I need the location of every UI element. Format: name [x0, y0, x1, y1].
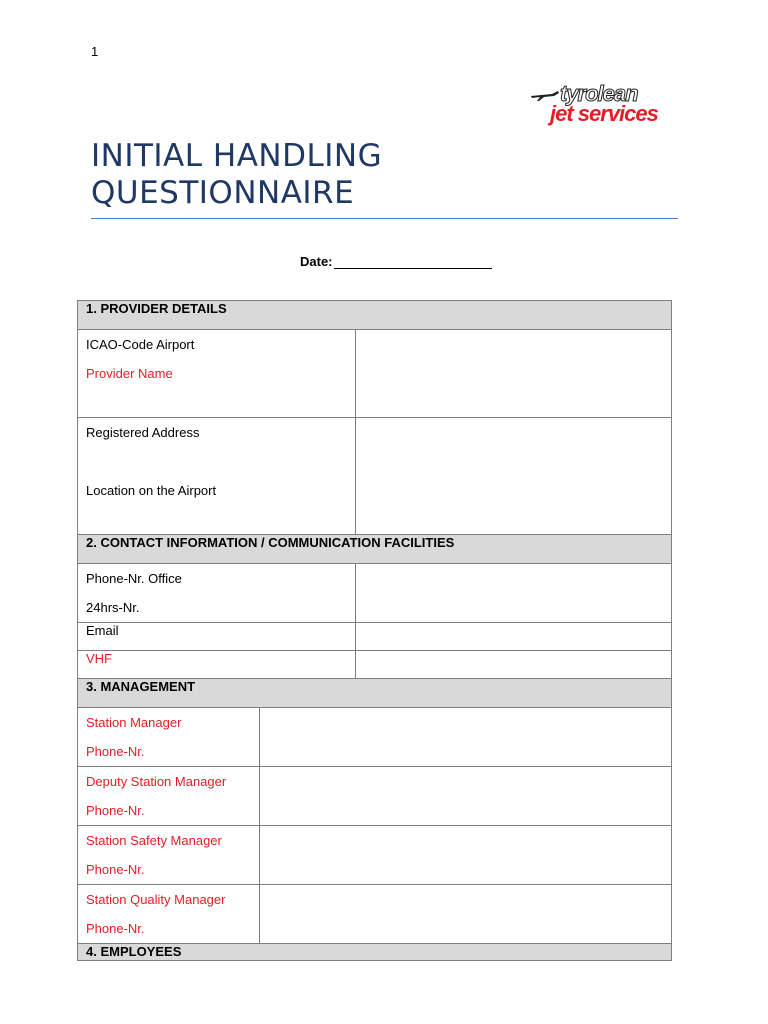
station-manager-value-cell[interactable]	[260, 708, 672, 767]
label-cell	[78, 564, 356, 623]
deputy-station-manager-label: Deputy Station Manager	[86, 774, 227, 789]
table-row	[78, 708, 672, 767]
table-row	[78, 623, 672, 651]
deputy-station-manager-value-cell[interactable]	[260, 767, 672, 826]
table-row	[78, 885, 672, 944]
section-management-header-row	[78, 679, 672, 708]
section-contact-header-row	[78, 535, 672, 564]
phone-label: Phone-Nr.	[86, 921, 145, 936]
table-row	[78, 651, 672, 679]
table-row	[78, 564, 672, 623]
label-cell	[78, 767, 260, 826]
section-heading: 3. MANAGEMENT	[78, 679, 672, 708]
table-row	[78, 330, 672, 418]
section-heading: 4. EMPLOYEES	[78, 944, 672, 961]
section-provider-header-row	[78, 301, 672, 330]
provider-name-label: Provider Name	[86, 366, 173, 381]
phone-label: Phone-Nr.	[86, 803, 145, 818]
airplane-icon	[530, 88, 560, 102]
station-manager-label: Station Manager	[86, 715, 182, 730]
label-cell	[78, 708, 260, 767]
email-label: Email	[86, 623, 119, 638]
section-heading: 2. CONTACT INFORMATION / COMMUNICATION FACILITIES	[78, 535, 672, 564]
questionnaire-table	[77, 300, 672, 961]
title-line-1: INITIAL HANDLING	[91, 138, 383, 174]
provider-value-cell[interactable]	[356, 330, 672, 418]
phone-office-label: Phone-Nr. Office	[86, 571, 182, 586]
table-row	[78, 826, 672, 885]
table-row	[78, 767, 672, 826]
registered-address-label: Registered Address	[86, 425, 200, 440]
label-cell	[78, 826, 260, 885]
document-title	[91, 138, 681, 212]
station-safety-manager-label: Station Safety Manager	[86, 833, 222, 848]
vhf-value-cell[interactable]	[356, 651, 672, 679]
title-divider	[91, 218, 678, 219]
station-quality-manager-value-cell[interactable]	[260, 885, 672, 944]
email-value-cell[interactable]	[356, 623, 672, 651]
logo-tyrolean-text: tyrolean	[560, 81, 638, 106]
label-cell	[78, 330, 356, 418]
date-row	[300, 254, 492, 269]
address-value-cell[interactable]	[356, 418, 672, 535]
label-cell	[78, 418, 356, 535]
vhf-label: VHF	[86, 651, 112, 666]
icao-label: ICAO-Code Airport	[86, 337, 195, 352]
location-label: Location on the Airport	[86, 483, 217, 498]
company-logo	[530, 82, 680, 128]
phone-label: Phone-Nr.	[86, 744, 145, 759]
phone-24hrs-label: 24hrs-Nr.	[86, 600, 140, 615]
label-cell	[78, 885, 260, 944]
title-line-2: QUESTIONNAIRE	[91, 175, 355, 211]
station-safety-manager-value-cell[interactable]	[260, 826, 672, 885]
logo-jet-services-text: jet services	[550, 101, 658, 126]
phone-label: Phone-Nr.	[86, 862, 145, 877]
page-number: 1	[91, 44, 99, 59]
table-row	[78, 418, 672, 535]
section-heading: 1. PROVIDER DETAILS	[78, 301, 672, 330]
phone-value-cell[interactable]	[356, 564, 672, 623]
label-cell	[78, 623, 356, 651]
date-field[interactable]	[334, 255, 492, 269]
section-employees-header-row	[78, 944, 672, 961]
label-cell	[78, 651, 356, 679]
station-quality-manager-label: Station Quality Manager	[86, 892, 226, 907]
date-label: Date:	[300, 254, 333, 269]
